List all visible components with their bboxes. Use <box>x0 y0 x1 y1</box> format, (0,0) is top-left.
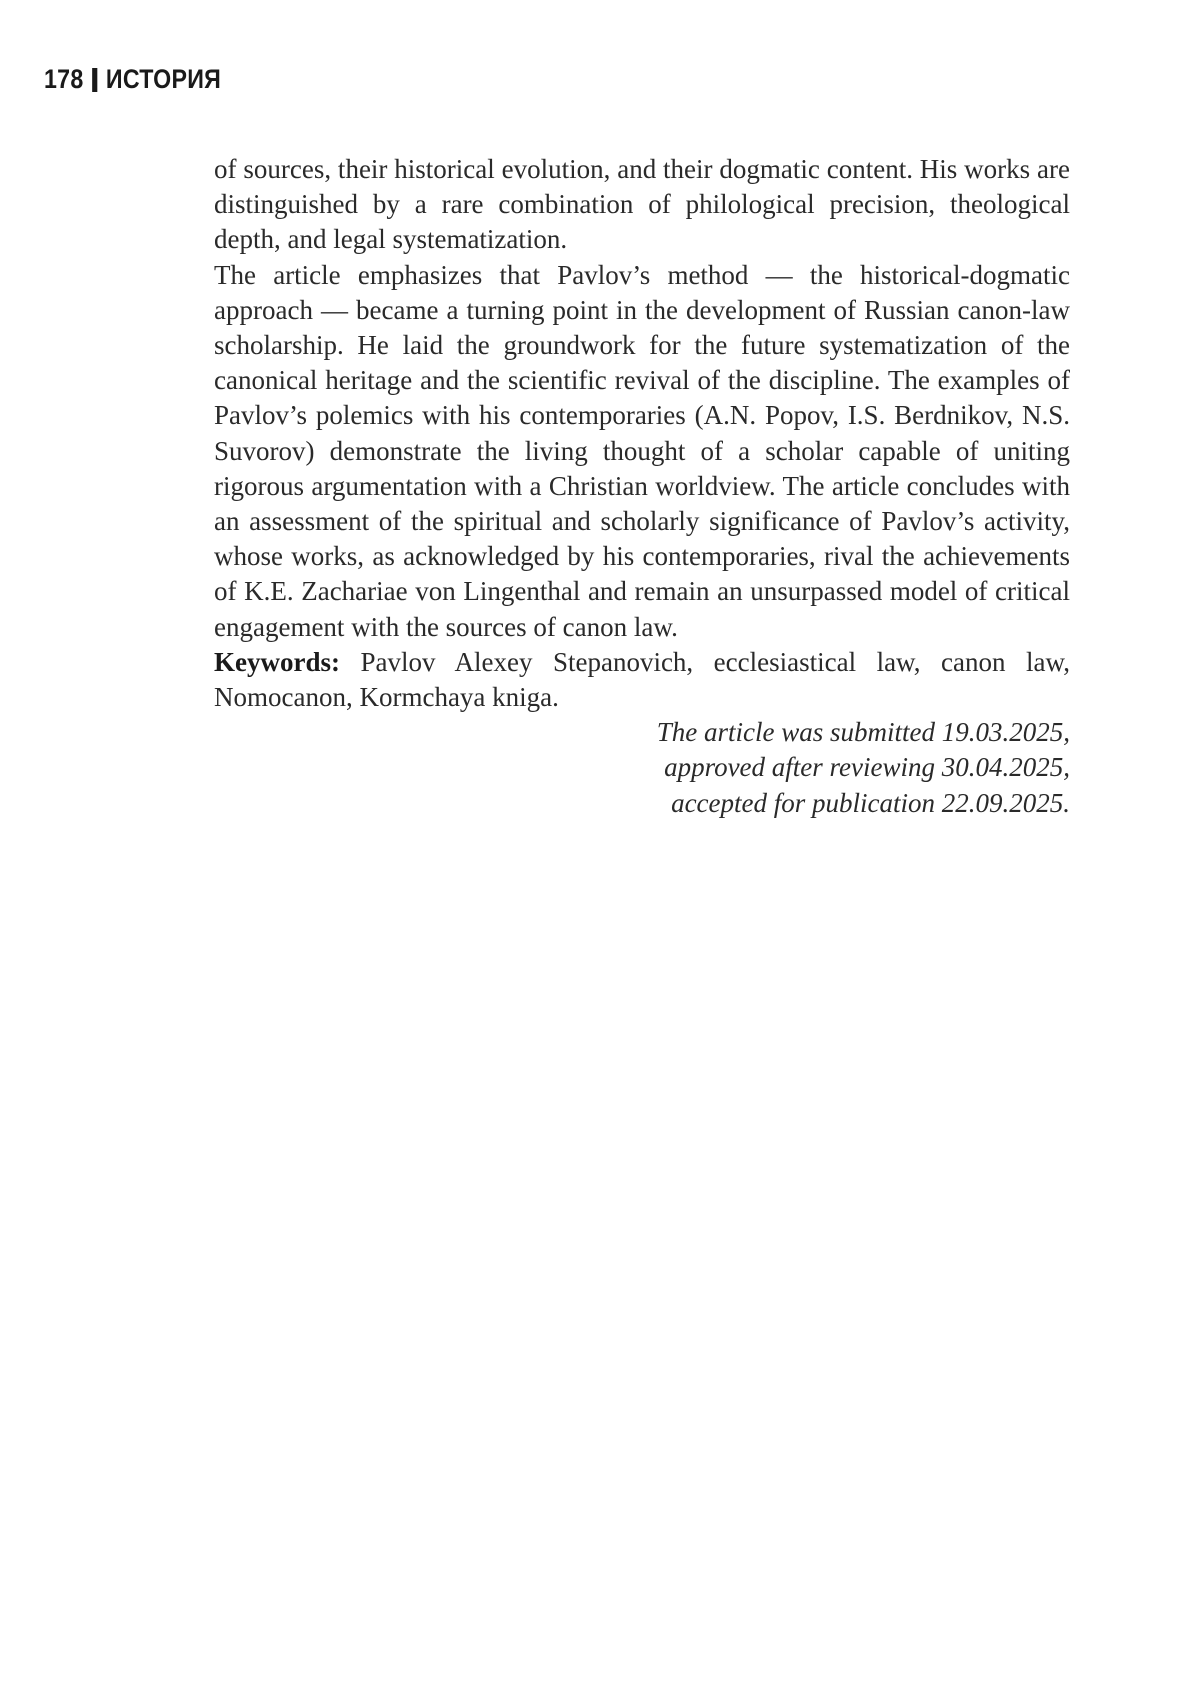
approved-date: approved after reviewing 30.04.2025, <box>664 752 1070 783</box>
submitted-date: The article was submitted 19.03.2025, <box>656 717 1070 748</box>
running-head <box>44 66 221 93</box>
keywords-label: Keywords: <box>214 646 340 677</box>
abstract-paragraph-2: The article emphasizes that Pavlov’s method — the historical-dogmatic approach — became a turning point in the development of Russian canon-law scholarship. He laid the groundwork for the future systematization of the canonical heritage and the scientific revival of the discipline. The examples of Pavlov’s polemics with his contemporaries (A.N. Popov, I.S. Berdnikov, N.S. Suvorov) demonstrate the living thought of a scholar capable of uniting rigorous argumentation with a Christian worldview. The article concludes with an assessment of the spiritual and scholarly significance of Pavlov’s activity, whose works, as acknowledged by his contemporaries, rival the achievements of K.E. Zachariae von Lingenthal and remain an unsurpassed model of critical engagement with the sources of canon law. <box>214 259 1070 642</box>
page-number: 178 <box>44 64 84 94</box>
keywords-text: Pavlov Alexey Stepanovich, ecclesiastical law, canon law, Nomocanon, Kormchaya kniga. <box>214 646 1070 713</box>
separator-bar <box>92 68 97 92</box>
article-dates <box>214 715 1070 821</box>
keywords <box>214 645 1070 715</box>
accepted-date: accepted for publication 22.09.2025. <box>671 787 1070 818</box>
section-title: ИСТОРИЯ <box>105 64 222 94</box>
abstract-paragraph-1: of sources, their historical evolution, and their dogmatic content. His works are distinguished by a rare combination of philological precision, theological depth, and legal systematization. <box>214 154 1070 255</box>
article-body <box>214 152 1070 821</box>
